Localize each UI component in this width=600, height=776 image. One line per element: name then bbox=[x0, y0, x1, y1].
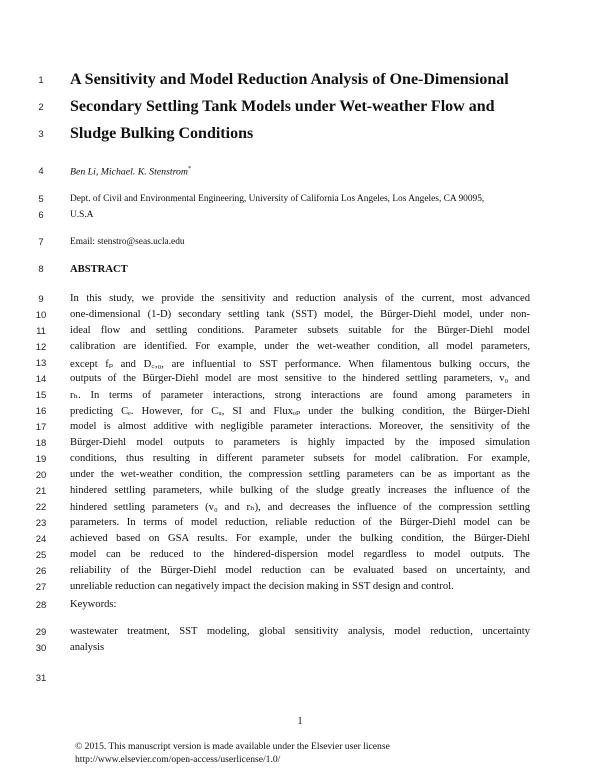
line-number: 21 bbox=[35, 486, 47, 497]
keywords-heading: Keywords: bbox=[70, 599, 117, 610]
keywords-line: analysis bbox=[70, 642, 105, 653]
author-names: Ben Li, Michael. K. Stenstrom bbox=[70, 166, 189, 178]
line-number: 2 bbox=[38, 102, 44, 113]
line-number: 9 bbox=[38, 294, 44, 305]
paper-title-line: Sludge Bulking Conditions bbox=[70, 125, 254, 142]
abstract-line: model is almost additive with negligible parameter interactions. Moreover, the sensitivity of the bbox=[70, 421, 530, 432]
line-number: 30 bbox=[35, 643, 47, 654]
abstract-line: achieved based on GSA results. For example, under the bulking condition, the Bürger-Diehl bbox=[70, 533, 530, 544]
line-number: 24 bbox=[35, 534, 47, 545]
keywords-line: wastewater treatment, SST modeling, global sensitivity analysis, model reduction, uncertainty bbox=[70, 626, 530, 637]
line-number: 11 bbox=[36, 326, 46, 337]
line-number: 16 bbox=[35, 406, 47, 417]
paper-title-line: A Sensitivity and Model Reduction Analysis of One-Dimensional bbox=[70, 71, 509, 88]
line-number: 14 bbox=[35, 374, 47, 385]
line-number: 10 bbox=[35, 310, 47, 321]
line-number: 18 bbox=[35, 438, 47, 449]
abstract-line: Bürger-Diehl model outputs to parameters is highly impacted by the imposed simulation bbox=[70, 437, 530, 448]
abstract-line: one-dimensional (1-D) secondary settling tank (SST) model, the Bürger-Diehl model, under non- bbox=[70, 309, 530, 320]
abstract-line: rₕ. In terms of parameter interactions, strong interactions are found among parameters in bbox=[70, 390, 530, 401]
license-notice: © 2015. This manuscript version is made available under the Elsevier user license bbox=[75, 741, 390, 752]
line-number: 31 bbox=[35, 673, 47, 684]
abstract-line: parameters. In terms of model reduction, reliable reduction of the Bürger-Diehl model can be bbox=[70, 517, 530, 528]
line-number: 1 bbox=[38, 75, 44, 86]
abstract-line: calibration are identified. For example, under the wet-weather condition, all model parameters, bbox=[70, 341, 530, 352]
corresponding-author-mark: * bbox=[188, 166, 192, 172]
affiliation-line: U.S.A bbox=[70, 210, 94, 220]
line-number: 6 bbox=[38, 210, 44, 221]
email: Email: stenstro@seas.ucla.edu bbox=[70, 237, 185, 247]
license-url[interactable]: http://www.elsevier.com/open-access/userlicense/1.0/ bbox=[75, 754, 281, 765]
abstract-line: under the wet-weather condition, the compression settling parameters can be as important as the bbox=[70, 469, 530, 480]
line-number: 26 bbox=[35, 566, 47, 577]
abstract-line: In this study, we provide the sensitivity and reduction analysis of the current, most advanced bbox=[70, 293, 530, 304]
line-number: 12 bbox=[35, 342, 47, 353]
line-number: 28 bbox=[35, 600, 47, 611]
line-number: 19 bbox=[35, 454, 47, 465]
line-number: 13 bbox=[35, 358, 47, 369]
abstract-line: ideal flow and settling conditions. Parameter subsets suitable for the Bürger-Diehl model bbox=[70, 325, 530, 336]
line-number: 17 bbox=[35, 422, 47, 433]
line-number: 27 bbox=[35, 582, 47, 593]
abstract-line: conditions, thus resulting in different parameter subsets for model calibration. For example, bbox=[70, 453, 530, 464]
line-number: 20 bbox=[35, 470, 47, 481]
abstract-line: hindered settling parameters (v₀ and rₕ), and decreases the influence of the compression settling bbox=[70, 502, 530, 513]
line-number: 5 bbox=[38, 194, 44, 205]
line-number: 25 bbox=[35, 550, 47, 561]
line-number: 3 bbox=[38, 129, 44, 140]
abstract-line: except fₚ and D꜀,₀, are influential to SST performance. When filamentous bulking occurs, the bbox=[70, 359, 530, 370]
abstract-heading: ABSTRACT bbox=[70, 264, 128, 275]
line-number: 15 bbox=[35, 390, 47, 401]
abstract-line: predicting Cₑ. However, for Cᵤ, SI and Fluxₒₚ under the bulking condition, the Bürger-Diehl bbox=[70, 406, 530, 417]
line-number: 29 bbox=[35, 627, 47, 638]
line-number: 7 bbox=[38, 237, 44, 248]
abstract-line: model can be reduced to the hindered-dispersion model regardless to model outputs. The bbox=[70, 549, 530, 560]
abstract-line: unreliable reduction can negatively impact the decision making in SST design and control. bbox=[70, 581, 454, 592]
affiliation-line: Dept. of Civil and Environmental Engineering, University of California Los Angeles, Los Angeles, CA 90095, bbox=[70, 194, 485, 204]
authors bbox=[70, 166, 191, 177]
line-number: 23 bbox=[35, 518, 47, 529]
paper-title-line: Secondary Settling Tank Models under Wet-weather Flow and bbox=[70, 98, 495, 115]
line-number: 4 bbox=[38, 166, 44, 177]
abstract-line: reliability of the Bürger-Diehl model reduction can be evaluated based on uncertainty, and bbox=[70, 565, 530, 576]
line-number: 22 bbox=[35, 502, 47, 513]
line-number: 8 bbox=[38, 264, 44, 275]
abstract-line: hindered settling parameters, while bulking of the sludge greatly increases the influence of the bbox=[70, 485, 530, 496]
page-number: 1 bbox=[297, 716, 303, 727]
abstract-line: outputs of the Bürger-Diehl model are most sensitive to the hindered settling parameters, v₀ and bbox=[70, 373, 530, 384]
